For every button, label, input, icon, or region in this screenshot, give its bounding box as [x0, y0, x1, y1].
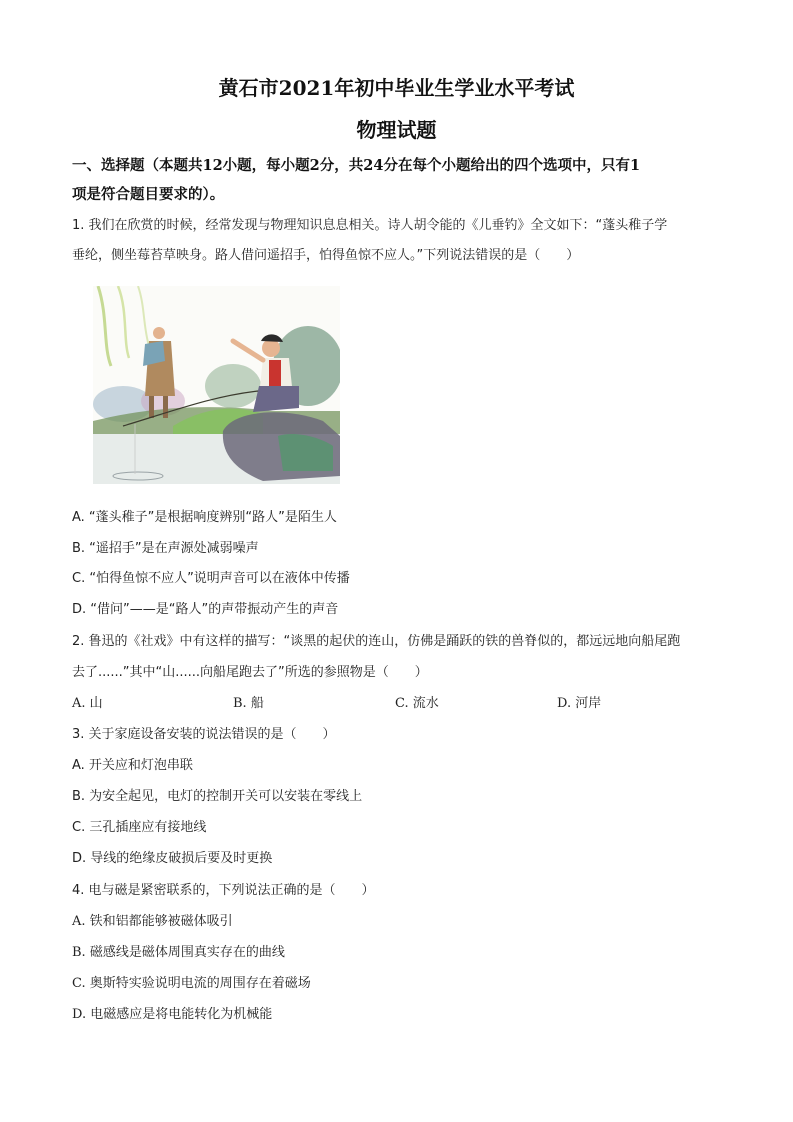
option-b: B. 为安全起见，电灯的控制开关可以安装在零线上 — [72, 789, 363, 804]
option-d: D. 电磁感应是将电能转化为机械能 — [72, 1007, 273, 1022]
option-c: C. “怕得鱼惊不应人”说明声音可以在液体中传播 — [72, 571, 350, 586]
option-c: C. 奥斯特实验说明电流的周围存在着磁场 — [72, 976, 311, 991]
section-heading-line1: 一、选择题（本题共12小题，每小题2分，共24分在每个小题给出的四个选项中，只有1 — [72, 157, 641, 174]
option-d: D. 导线的绝缘皮破损后要及时更换 — [72, 851, 273, 866]
option-b: B. 磁感线是磁体周围真实存在的曲线 — [72, 945, 285, 960]
option-a: A. “蓬头稚子”是根据响度辨别“路人”是陌生人 — [72, 510, 337, 525]
option-a: A. 铁和铝都能够被磁体吸引 — [72, 914, 233, 929]
option-b: B. “遥招手”是在声源处减弱噪声 — [72, 541, 259, 556]
exam-title: 黄石市2021年初中毕业生学业水平考试 — [218, 76, 575, 100]
question-stem: 4. 电与磁是紧密联系的，下列说法正确的是（ ） — [72, 883, 375, 898]
option-a: A. 山 — [72, 696, 103, 711]
illustration-child-fishing — [93, 286, 340, 484]
question-stem: 1. 我们在欣赏的时候，经常发现与物理知识息息相关。诗人胡令能的《儿垂钓》全文如下：“蓬头稚子学 — [72, 218, 668, 233]
option-c: C. 流水 — [395, 696, 439, 711]
option-a: A. 开关应和灯泡串联 — [72, 758, 193, 773]
option-b: B. 船 — [233, 696, 264, 711]
option-d: D. 河岸 — [557, 696, 602, 711]
question-stem: 去了......”其中“山......向船尾跑去了”所选的参照物是（ ） — [72, 665, 428, 680]
option-d: D. “借问”——是“路人”的声带振动产生的声音 — [72, 602, 339, 617]
option-c: C. 三孔插座应有接地线 — [72, 820, 207, 835]
exam-subtitle: 物理试题 — [356, 118, 437, 142]
section-heading-line2: 项是符合题目要求的）。 — [72, 186, 225, 203]
question-stem: 3. 关于家庭设备安装的说法错误的是（ ） — [72, 727, 336, 742]
question-stem: 2. 鲁迅的《社戏》中有这样的描写：“谈黑的起伏的连山，仿佛是踊跃的铁的兽脊似的，都远远地向船尾跑 — [72, 634, 681, 649]
question-stem: 垂纶，侧坐莓苔草映身。路人借问遥招手，怕得鱼惊不应人。”下列说法错误的是（ ） — [72, 248, 580, 263]
